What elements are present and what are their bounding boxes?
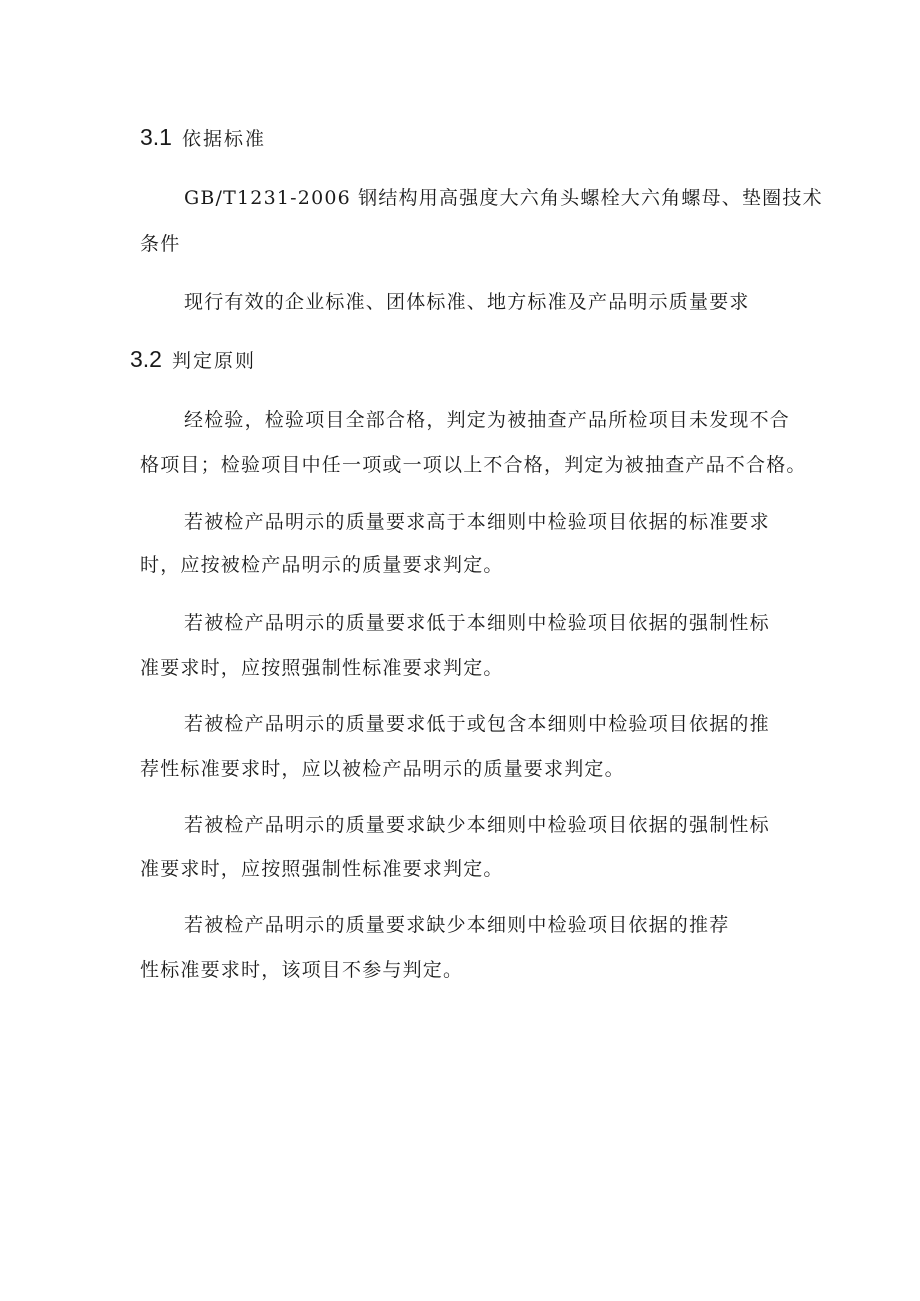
paragraph-line: 准要求时，应按照强制性标准要求判定。 bbox=[140, 657, 504, 679]
paragraph-line: 格项目；检验项目中任一项或一项以上不合格，判定为被抽查产品不合格。 bbox=[140, 454, 807, 476]
paragraph-line: 若被检产品明示的质量要求低于本细则中检验项目依据的强制性标 bbox=[184, 612, 770, 634]
paragraph-line: 若被检产品明示的质量要求缺少本细则中检验项目依据的推荐 bbox=[184, 914, 730, 936]
paragraph-line: 条件 bbox=[140, 233, 181, 255]
paragraph-line: 若被检产品明示的质量要求高于本细则中检验项目依据的标准要求 bbox=[184, 511, 770, 533]
section-title: 判定原则 bbox=[171, 350, 256, 372]
paragraph-line: 准要求时，应按照强制性标准要求判定。 bbox=[140, 858, 504, 880]
section-heading-3-1 bbox=[140, 124, 266, 152]
paragraph-line: 若被检产品明示的质量要求缺少本细则中检验项目依据的强制性标 bbox=[184, 814, 770, 836]
paragraph-line: 时，应按被检产品明示的质量要求判定。 bbox=[140, 554, 504, 576]
section-title: 依据标准 bbox=[181, 128, 266, 150]
paragraph-line: 若被检产品明示的质量要求低于或包含本细则中检验项目依据的推 bbox=[184, 713, 770, 735]
section-number: 3.1 bbox=[140, 124, 172, 150]
paragraph-line: 现行有效的企业标准、团体标准、地方标准及产品明示质量要求 bbox=[184, 291, 750, 313]
section-heading-3-2 bbox=[130, 346, 256, 374]
paragraph-line: GB/T1231-2006 钢结构用高强度大六角头螺栓大六角螺母、垫圈技术 bbox=[184, 187, 823, 209]
paragraph-line: 性标准要求时，该项目不参与判定。 bbox=[140, 959, 464, 981]
paragraph-line: 荐性标准要求时，应以被检产品明示的质量要求判定。 bbox=[140, 758, 625, 780]
section-number: 3.2 bbox=[130, 346, 162, 372]
paragraph-line: 经检验，检验项目全部合格，判定为被抽查产品所检项目未发现不合 bbox=[184, 409, 791, 431]
